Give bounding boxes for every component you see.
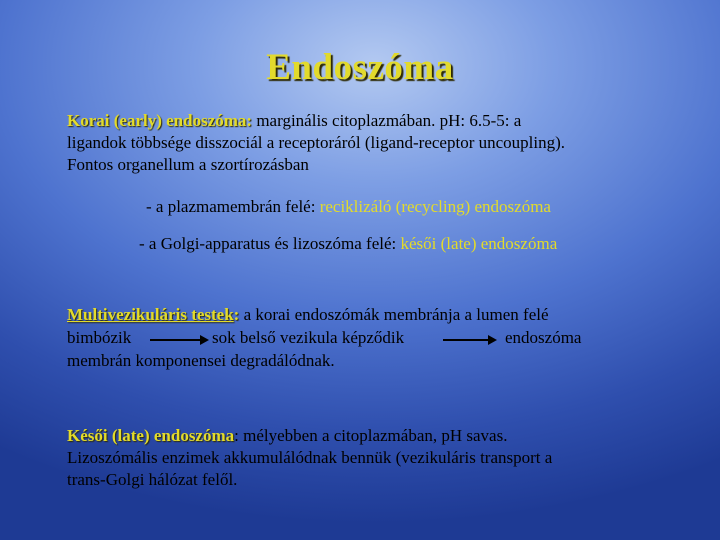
- bullet-late-highlight: késői (late) endoszóma: [400, 234, 558, 253]
- bullet-late-prefix: - a Golgi-apparatus és lizoszóma felé:: [139, 234, 401, 253]
- early-endosome-paragraph: [67, 110, 667, 176]
- late-endosome-text-1: : mélyebben a citoplazmában, pH savas.: [234, 426, 508, 445]
- bullet-late: [139, 233, 557, 255]
- arrow-right-icon: [148, 333, 210, 347]
- arrow-right-icon: [441, 333, 498, 347]
- late-endosome-line-1: [67, 425, 667, 447]
- late-endosome-line-3: trans-Golgi hálózat felől.: [67, 470, 238, 489]
- multivesicular-term: Multivezikuláris testek: [67, 305, 234, 324]
- late-endosome-paragraph: [67, 425, 667, 491]
- multivesicular-colon: :: [233, 305, 240, 324]
- early-endosome-line-2: ligandok többsége disszociál a receptoráról (ligand-receptor uncoupling).: [67, 133, 566, 152]
- bullet-recycling: [146, 196, 551, 218]
- bullet-recycling-prefix: - a plazmamembrán felé:: [146, 197, 320, 216]
- multivesicular-text-1: a korai endoszómák membránja a lumen felé: [239, 305, 549, 324]
- multivesicular-line-1: [67, 304, 549, 326]
- late-endosome-line-2: Lizoszómális enzimek akkumulálódnak bennük (vezikuláris transport a: [67, 448, 553, 467]
- bullet-recycling-highlight: reciklizáló (recycling) endoszóma: [319, 197, 551, 216]
- multivesicular-line-3: membrán komponensei degradálódnak.: [67, 351, 335, 370]
- early-endosome-term: Korai (early) endoszóma:: [67, 111, 253, 130]
- multivesicular-part-1: bimbózik: [67, 328, 132, 347]
- late-endosome-term: Késői (late) endoszóma: [67, 426, 235, 445]
- early-endosome-line-3: Fontos organellum a szortírozásban: [67, 155, 309, 174]
- early-endosome-line-1: [67, 110, 667, 132]
- multivesicular-part-3: endoszóma: [505, 328, 582, 347]
- multivesicular-part-2: sok belső vezikula képződik: [212, 328, 405, 347]
- slide-title: Endoszóma: [266, 47, 454, 88]
- early-endosome-text-1: marginális citoplazmában. pH: 6.5-5: a: [252, 111, 522, 130]
